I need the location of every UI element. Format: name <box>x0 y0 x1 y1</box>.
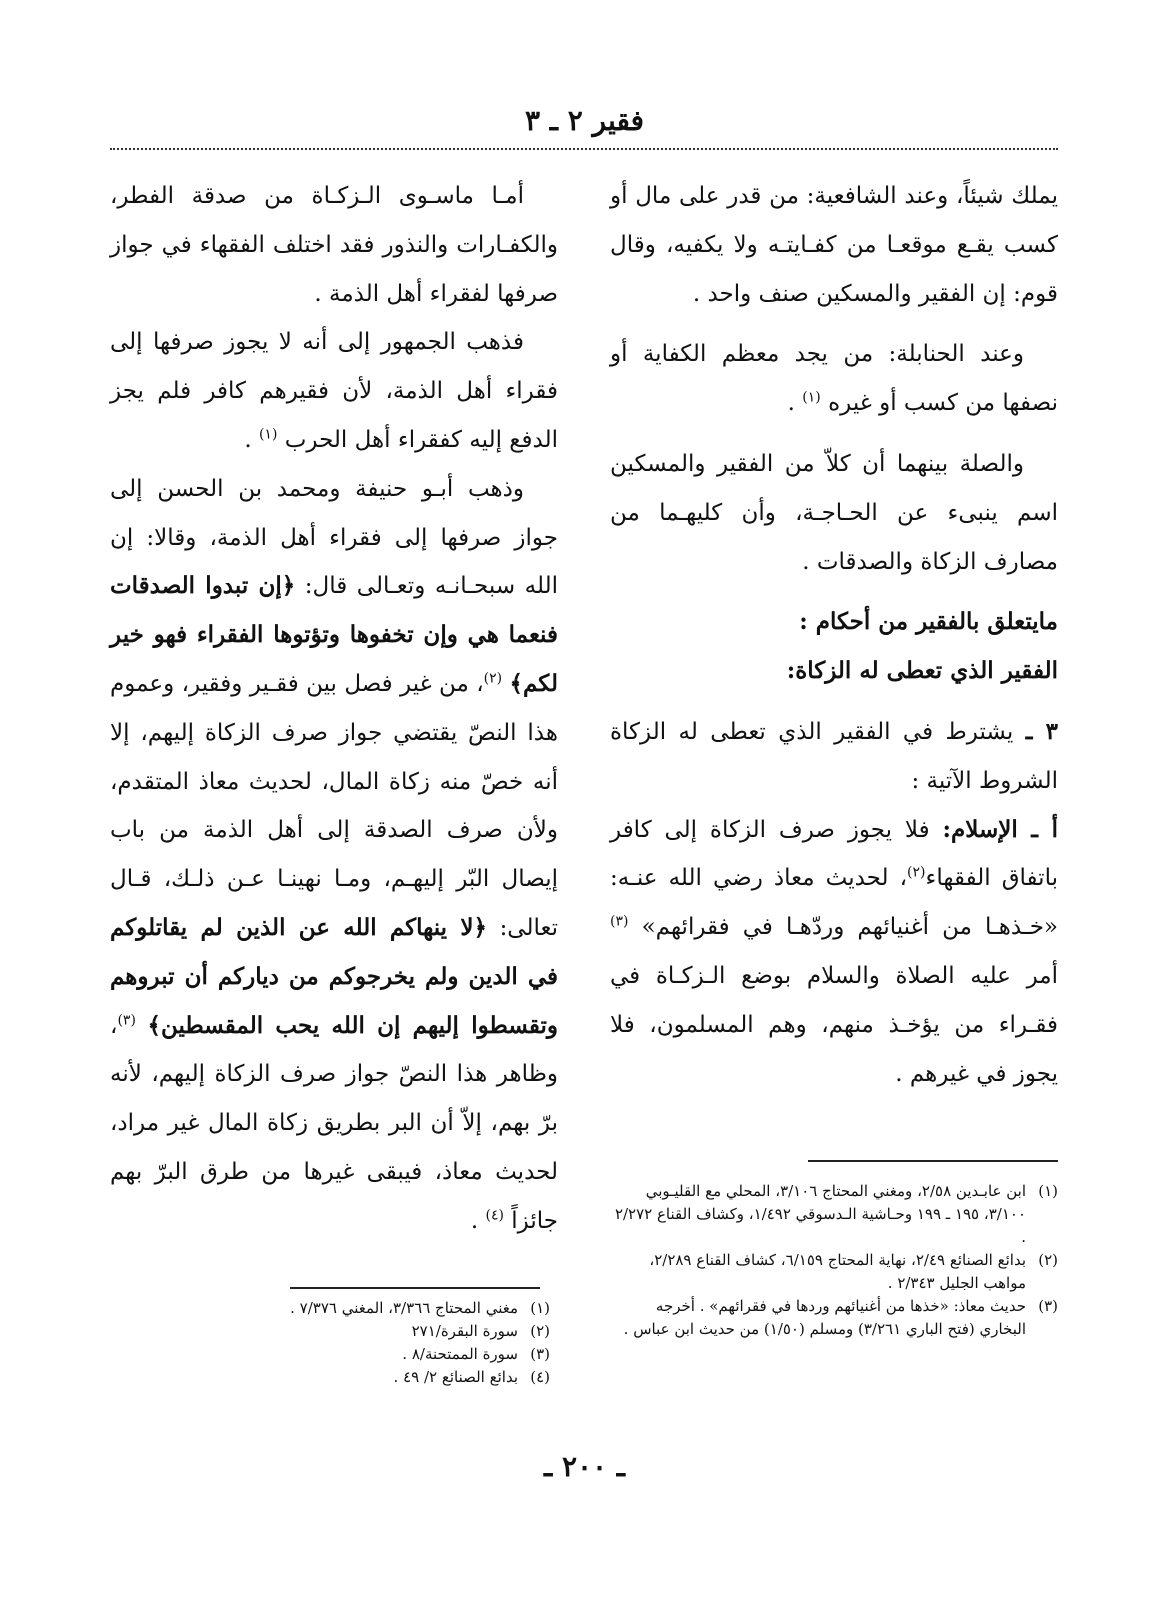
paragraph <box>610 330 1058 428</box>
header-divider <box>110 148 1058 150</box>
paragraph-end: . <box>470 1207 479 1234</box>
footnote-number: (٢) <box>530 1322 550 1340</box>
paragraph <box>110 318 558 464</box>
footnote <box>610 1180 1058 1249</box>
paragraph-text: ، وظاهر هذا النصّ جواز صرف الزكاة إليهم، لأنه برّ بهم، إلاّ أن البر بطريق زكاة المال غير مراد، لحديث معاذ، فيبقى غيرها من طرق البرّ بهم جائزاً <box>110 1012 558 1234</box>
footnote-divider <box>808 1160 1058 1162</box>
footnote-ref: (٣) <box>117 1011 136 1028</box>
footnote <box>610 1295 1058 1341</box>
paragraph-number: ٣ ـ <box>1025 717 1059 745</box>
paragraph-end: . <box>244 426 252 453</box>
paragraph <box>610 440 1058 586</box>
paragraph-text: يشترط في الفقير الذي تعطى له الزكاة الشروط الآتية : <box>610 718 1058 794</box>
footnote-text: بدائع الصنائع ٢/ ٤٩ . <box>393 1368 518 1386</box>
footnote <box>610 1249 1058 1295</box>
paragraph-text: فلا يجوز صرف الزكاة إلى كافر باتفاق الفقهاء <box>610 816 1058 892</box>
footnotes-right <box>610 1180 1058 1341</box>
footnote-number: (٢) <box>1038 1251 1058 1269</box>
footnote <box>110 1343 550 1366</box>
footnote-text: بدائع الصنائع ٢/٤٩، نهاية المحتاج ٦/١٥٩، كشاف القناع ٢/٢٨٩، مواهب الجليل ٢/٣٤٣ . <box>649 1251 1026 1292</box>
footnote-text: ابن عابـدين ٢/٥٨، ومغني المحتاج ٣/١٠٦، المحلي مع القليـوبي ٣/١٠٠، ١٩٥ ـ ١٩٩ وحـاشية الـدسوقي ١/٤٩٢، وكشاف القناع ٢/٢٧٢ . <box>614 1182 1026 1246</box>
footnote-number: (٤) <box>530 1368 550 1386</box>
footnote-number: (٣) <box>1038 1297 1058 1315</box>
paragraph-text: أمـا ماسـوى الـزكـاة من صدقة الفطر، والكفـارات والنذور فقد اختلف الفقهاء في جواز صرفها لفقراء أهل الذمة . <box>110 183 558 307</box>
page-number: ـ ٢٠٠ ـ <box>543 1450 626 1483</box>
footnote-ref: (٢) <box>483 670 503 687</box>
footnote-text: سورة الممتحنة/٨ . <box>402 1345 518 1363</box>
numbered-paragraph <box>610 708 1058 806</box>
footnotes-left <box>110 1297 550 1389</box>
paragraph-text: ، من غير فصل بين فقـير وفقير، وعموم هذا النصّ يقتضي جواز صرف الزكاة إليهم، إلا أنه خصّ منه زكاة المال، لحديث معاذ المتقدم، ولأن صرف الصدقة إلى أهل الذمة من باب إيصال البّر إليهـم، ومـا نهينـا عـن ذلـك، قـال تعالى: <box>110 670 558 941</box>
paragraph-end: . <box>787 390 795 417</box>
footnote <box>110 1366 550 1389</box>
footnote-ref: (١) <box>258 426 278 443</box>
footnote-ref: (٢) <box>907 864 926 881</box>
footnote-number: (١) <box>1038 1182 1058 1200</box>
footnote-text: سورة البقرة/٢٧١ <box>411 1322 518 1340</box>
paragraph <box>110 172 558 318</box>
paragraph-text: ، لحديث معاذ رضي الله عنـه: «خـذهـا من أغنيائهم وردّهـا في فقرائهم» <box>610 865 1058 941</box>
quran-verse: ﴿إن تبدوا الصدقات فنعما هي وإن تخفوها وتؤتوها الفقراء فهو خير لكم﴾ <box>110 572 558 697</box>
footnote-ref: (٣) <box>610 913 629 930</box>
right-column <box>610 172 1058 1098</box>
footnote-ref: (١) <box>802 389 821 406</box>
condition-label: أ ـ الإسلام: <box>942 815 1058 843</box>
section-heading: مايتعلق بالفقير من أحكام : <box>799 608 1058 636</box>
footnote-number: (١) <box>530 1299 550 1317</box>
subsection-heading: الفقير الذي تعطى له الزكاة: <box>786 657 1058 685</box>
paragraph <box>610 172 1058 318</box>
paragraph-text: وذهب أبـو حنيفة ومحمد بن الحسن إلى جواز صرفها إلى فقراء أهل الذمة، وقالا: إن الله سبحـانـه وتعـالى قال: <box>110 475 558 600</box>
quran-verse: ﴿لا ينهاكم الله عن الذين لم يقاتلوكم في الدين ولم يخرجوكم من دياركم أن تبروهم وتقسطوا إليهم إن الله يحب المقسطين﴾ <box>110 913 558 1039</box>
paragraph-text: والصلة بينهما أن كلاّ من الفقير والمسكين اسم ينبىء عن الحـاجـة، وأن كليهـما من مصارف الزكاة والصدقات . <box>610 450 1058 575</box>
footnote <box>110 1320 550 1343</box>
paragraph <box>110 465 558 1246</box>
paragraph-text: فذهب الجمهور إلى أنه لا يجوز صرفها إلى فقراء أهل الذمة، لأن فقيرهم كافر فلم يجز الدفع إليه كفقراء أهل الحرب <box>110 329 558 453</box>
footnote-text: حديث معاذ: «خذها من أغنيائهم وردها في فقرائهم» . أخرجه البخاري (فتح الباري ٣/٢٦١) ومسلم (١/٥٠) من حديث ابن عباس . <box>623 1297 1026 1338</box>
footnote-number: (٣) <box>530 1345 550 1363</box>
paragraph-text: يملك شيئاً، وعند الشافعية: من قدر على مال أو كسب يقـع موقعـا من كفـايتـه ولا يكفيه، وقال قوم: إن الفقير والمسكين صنف واحد . <box>610 183 1058 307</box>
page-header: فقير ٢ ـ ٣ <box>525 104 644 137</box>
footnote <box>110 1297 550 1320</box>
footnote-text: مغني المحتاج ٣/٣٦٦، المغني ٧/٣٧٦ . <box>290 1299 518 1317</box>
left-column <box>110 172 558 1246</box>
paragraph <box>610 806 1058 1099</box>
paragraph-text: أمر عليه الصلاة والسلام بوضع الـزكـاة في فقـراء من يؤخـذ منهم، وهم المسلمون، فلا يجوز في غيرهم . <box>610 962 1058 1087</box>
paragraph-text: وعند الحنابلة: من يجد معظم الكفاية أو نصفها من كسب أو غيره <box>610 341 1058 417</box>
footnote-ref: (٤) <box>485 1207 504 1224</box>
footnote-divider <box>290 1287 540 1289</box>
